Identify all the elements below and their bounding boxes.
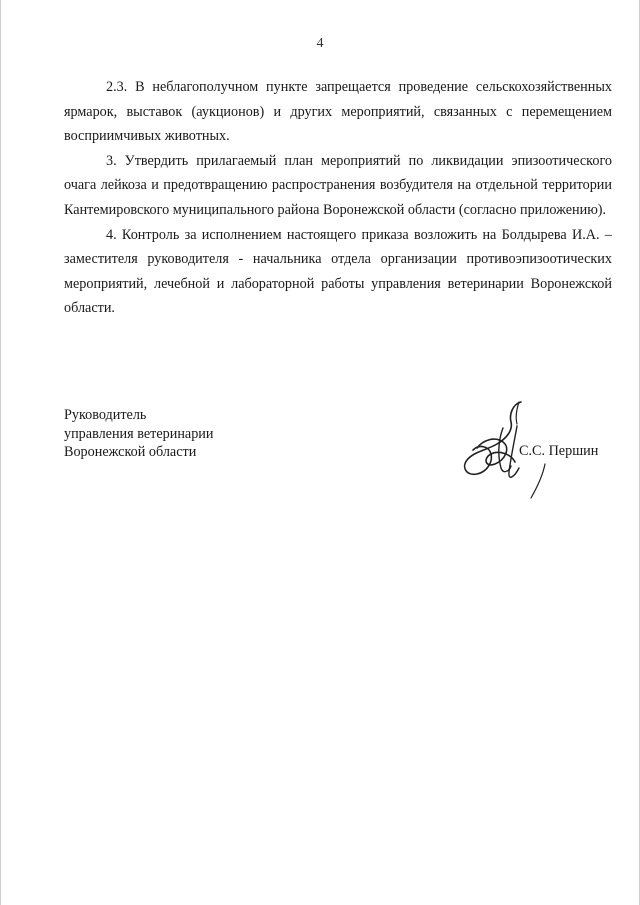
signer-position-line: управления ветеринарии [64,425,214,442]
signer-position-line: Руководитель [64,407,147,423]
signer-name: С.С. Першин [519,443,599,459]
signer-position-line: Воронежской области [64,444,197,460]
paragraph-3: 3. Утвердить прилагаемый план мероприятий по ликвидации эпизоотического очага лейкоза и предотвращению распространения возбудителя на отдельной территории Кантемировского муниципального района Воронежской области (согласно приложению). [64,152,612,218]
paragraph-4: 4. Контроль за исполнением настоящего приказа возложить на Болдырева И.А. – заместителя руководителя - начальника отдела организации противоэпизоотических мероприятий, лечебной и лабораторной работы управления ветеринарии Воронежской области. [64,226,612,317]
signer-position [64,406,214,462]
document-body [64,75,612,321]
paragraph-2-3: 2.3. В неблагополучном пункте запрещается проведение сельскохозяйственных ярмарок, выставок (аукционов) и других мероприятий, связанных с перемещением восприимчивых животных. [64,79,612,145]
page-number: 4 [316,36,324,51]
